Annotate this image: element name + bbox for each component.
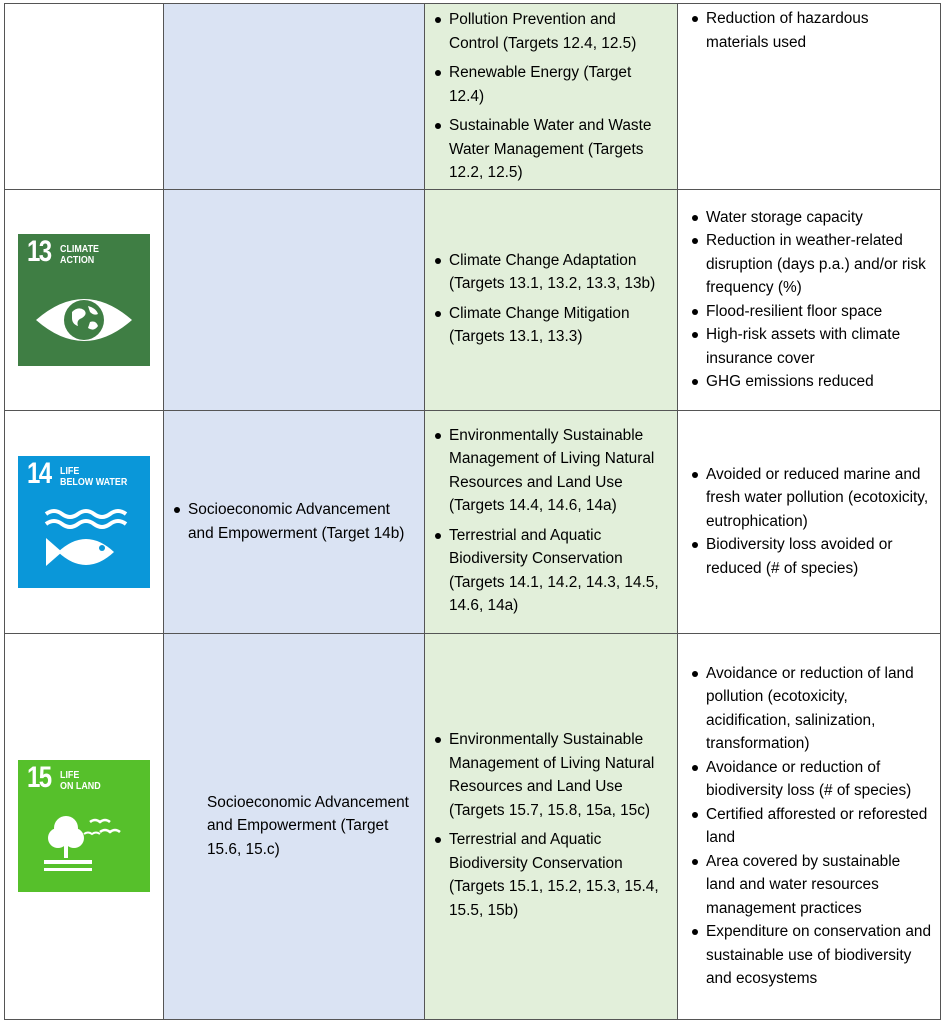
green-projects-cell xyxy=(425,633,678,1019)
sdg-icon-cell-empty xyxy=(5,4,164,190)
list-item: Environmentally Sustainable Management of Living Natural Resources and Land Use (Targets 15.7, 15.8, 15a, 15c) xyxy=(425,728,663,822)
list-item: Reduction in weather-related disruption (days p.a.) and/or risk frequency (%) xyxy=(682,229,932,300)
list-item: Climate Change Mitigation (Targets 13.1, 13.3) xyxy=(425,302,663,349)
sdg15-life-on-land-icon: 15 LIFE ON LAND xyxy=(18,760,150,892)
list-item: GHG emissions reduced xyxy=(682,370,932,394)
table-row-sdg12-continued xyxy=(5,4,941,190)
kpi-cell xyxy=(678,189,941,410)
sdg-icon-cell xyxy=(5,410,164,633)
list-item: Certified afforested or reforested land xyxy=(682,803,932,850)
list-item: Socioeconomic Advancement and Empowerment (Target 14b) xyxy=(164,498,414,545)
social-cell-empty xyxy=(164,189,425,410)
sdg14-life-below-water-icon: 14 LIFE BELOW WATER xyxy=(18,456,150,588)
green-projects-cell xyxy=(425,189,678,410)
list-item: Terrestrial and Aquatic Biodiversity Conservation (Targets 14.1, 14.2, 14.3, 14.5, 14.6, 14a) xyxy=(425,524,663,618)
list-item: Water storage capacity xyxy=(682,206,932,230)
green-projects-cell xyxy=(425,4,678,190)
list-item: Avoidance or reduction of land pollution (ecotoxicity, acidification, salinization, transformation) xyxy=(682,662,932,756)
list-item: High-risk assets with climate insurance cover xyxy=(682,323,932,370)
list-item: Expenditure on conservation and sustainable use of biodiversity and ecosystems xyxy=(682,920,932,991)
table-row-sdg13 xyxy=(5,189,941,410)
kpi-cell xyxy=(678,4,941,190)
list-item: Reduction of hazardous materials used xyxy=(682,7,932,54)
sdg-icon-cell xyxy=(5,189,164,410)
list-item: Environmentally Sustainable Management of Living Natural Resources and Land Use (Targets 14.4, 14.6, 14a) xyxy=(425,424,663,518)
green-projects-cell xyxy=(425,410,678,633)
fish-waves-icon xyxy=(18,456,150,588)
list-item: Flood-resilient floor space xyxy=(682,300,932,324)
social-cell xyxy=(164,633,425,1019)
table-row-sdg15 xyxy=(5,633,941,1019)
social-cell-empty xyxy=(164,4,425,190)
sdg-mapping-table xyxy=(4,3,941,1020)
sdg-icon-cell xyxy=(5,633,164,1019)
eye-globe-icon xyxy=(18,234,150,366)
kpi-cell xyxy=(678,410,941,633)
list-item: Avoided or reduced marine and fresh water pollution (ecotoxicity, eutrophication) xyxy=(682,463,932,534)
list-item: Biodiversity loss avoided or reduced (# of species) xyxy=(682,533,932,580)
list-item: Renewable Energy (Target 12.4) xyxy=(425,61,663,108)
list-item: Avoidance or reduction of biodiversity loss (# of species) xyxy=(682,756,932,803)
social-cell xyxy=(164,410,425,633)
tree-birds-icon xyxy=(18,760,150,892)
kpi-cell xyxy=(678,633,941,1019)
list-item: Area covered by sustainable land and water resources management practices xyxy=(682,850,932,921)
sdg13-climate-action-icon: 13 CLIMATE ACTION xyxy=(18,234,150,366)
list-item: Climate Change Adaptation (Targets 13.1, 13.2, 13.3, 13b) xyxy=(425,249,663,296)
list-item: Pollution Prevention and Control (Targets 12.4, 12.5) xyxy=(425,8,663,55)
list-item: Sustainable Water and Waste Water Management (Targets 12.2, 12.5) xyxy=(425,114,663,185)
table-row-sdg14 xyxy=(5,410,941,633)
social-text: Socioeconomic Advancement and Empowerment (Target 15.6, 15.c) xyxy=(207,793,409,858)
list-item: Terrestrial and Aquatic Biodiversity Conservation (Targets 15.1, 15.2, 15.3, 15.4, 15.5, 15b) xyxy=(425,828,663,922)
